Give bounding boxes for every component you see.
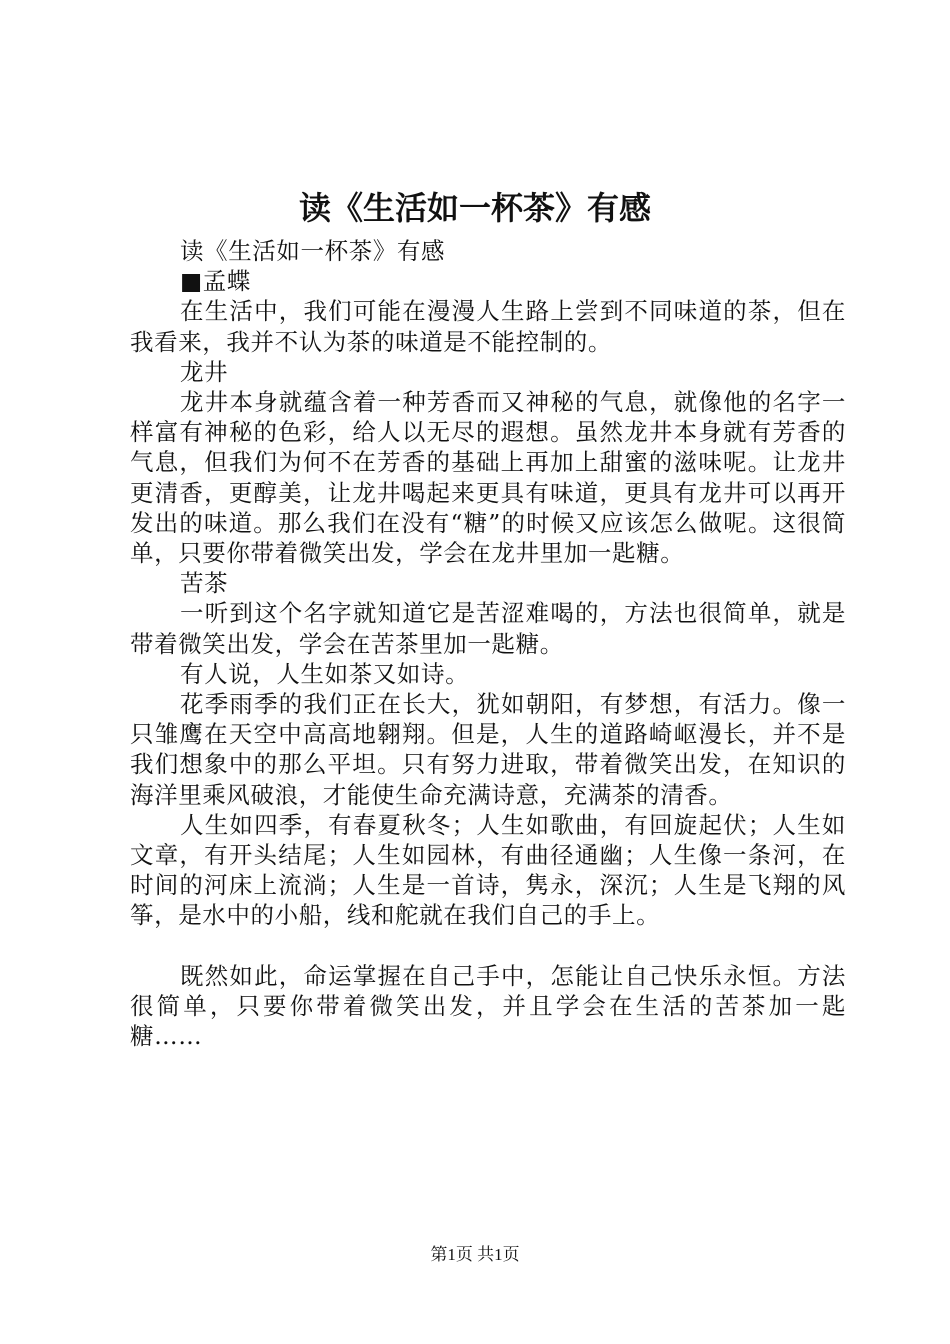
- longjing-paragraph: 龙井本身就蕴含着一种芳香而又神秘的气息，就像他的名字一样富有神秘的色彩，给人以无尽的遐想。虽然龙井本身就有芳香的气息，但我们为何不在芳香的基础上再加上甜蜜的滋味呢。让龙井更清香，更醇美，让龙井喝起来更具有味道，更具有龙井可以再开发出的味道。那么我们在没有“糖”的时候又应该怎么做呢。这很简单，只要你带着微笑出发，学会在龙井里加一匙糖。: [130, 388, 846, 568]
- section-heading-kucha: 苦茶: [180, 569, 229, 598]
- document-body: [130, 236, 846, 1051]
- conclusion-paragraph: 既然如此，命运掌握在自己手中，怎能让自己快乐永恒。方法很简单，只要你带着微笑出发，并且学会在生活的苦茶加一匙糖……: [130, 961, 846, 1051]
- intro-paragraph: 在生活中，我们可能在漫漫人生路上尝到不同味道的茶，但在我看来，我并不认为茶的味道是不能控制的。: [130, 297, 846, 356]
- life-metaphor-paragraph: 人生如四季，有春夏秋冬；人生如歌曲，有回旋起伏；人生如文章，有开头结尾；人生如园林，有曲径通幽；人生像一条河，在时间的河床上流淌；人生是一首诗，隽永，深沉；人生是飞翔的风筝，是水中的小船，线和舵就在我们自己的手上。: [130, 810, 846, 930]
- saying-paragraph: 有人说，人生如茶又如诗。: [180, 659, 470, 688]
- page-number-footer: 第1页 共1页: [430, 1245, 520, 1264]
- kucha-paragraph: 一听到这个名字就知道它是苦涩难喝的，方法也很简单，就是带着微笑出发，学会在苦茶里加一匙糖。: [130, 599, 846, 658]
- author-paragraph: ■孟蝶: [180, 267, 252, 296]
- subtitle-paragraph: 读《生活如一杯茶》有感: [180, 237, 446, 265]
- document-title: 读《生活如一杯茶》有感: [298, 189, 651, 227]
- youth-paragraph: 花季雨季的我们正在长大，犹如朝阳，有梦想，有活力。像一只雏鹰在天空中高高地翱翔。但是，人生的道路崎岖漫长，并不是我们想象中的那么平坦。只有努力进取，带着微笑出发，在知识的海洋里乘风破浪，才能使生命充满诗意，充满茶的清香。: [130, 690, 846, 809]
- section-heading-longjing: 龙井: [180, 357, 229, 386]
